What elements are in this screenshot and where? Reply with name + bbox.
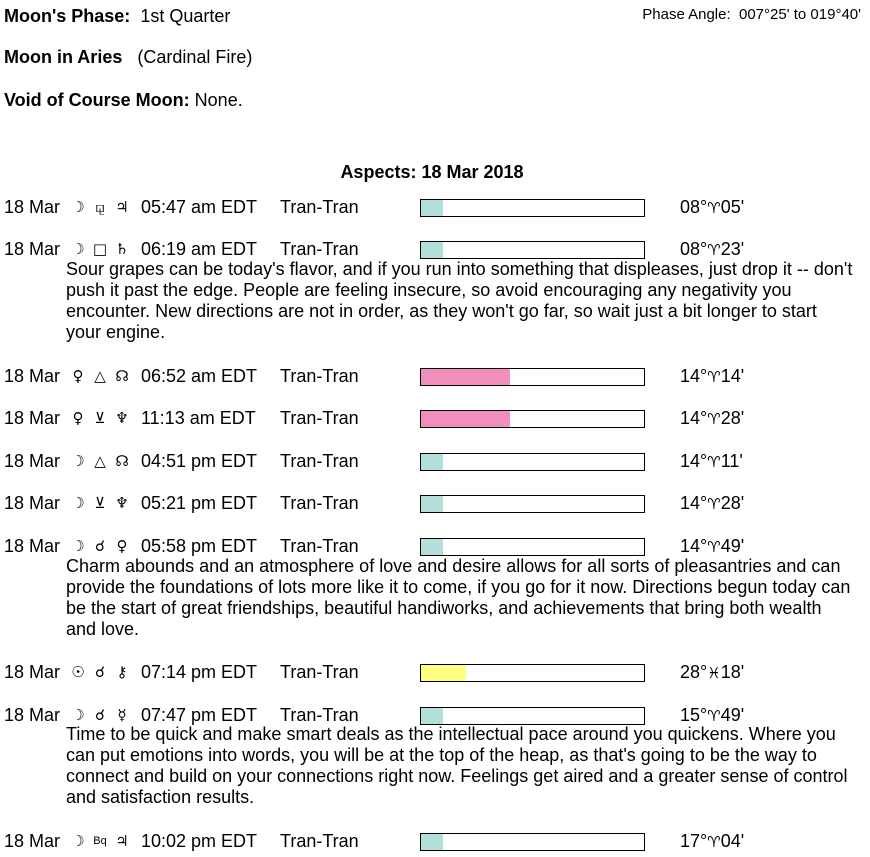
conjunction-icon: ☌	[94, 537, 106, 555]
strength-bar	[420, 495, 645, 513]
aspect-row	[0, 491, 870, 515]
moon-sign-element: (Cardinal Fire)	[137, 47, 253, 67]
aspect-row	[0, 364, 870, 388]
aspect-time: 07:14 pm EDT	[141, 662, 258, 682]
strength-bar-fill	[421, 665, 466, 681]
position-degree: 17°	[680, 831, 708, 851]
strength-bar	[420, 707, 645, 725]
strength-bar-fill	[421, 708, 443, 724]
void-of-course-label: Void of Course Moon:	[4, 90, 190, 110]
conjunction-icon: ☌	[94, 706, 106, 724]
aspect-date: 18 Mar	[4, 705, 61, 725]
moon-sign-line	[4, 47, 252, 68]
conjunction-icon: ☌	[94, 663, 106, 681]
strength-bar	[420, 241, 645, 259]
position-degree: 08°	[680, 239, 708, 259]
moon-sign-label: Moon in Aries	[4, 47, 123, 67]
position-degree: 28°	[680, 662, 708, 682]
position-degree: 14°	[680, 366, 708, 386]
aspect-description: Sour grapes can be today's flavor, and if you run into something that displeases, just drop it -- don't push it past the edge. People are feeling insecure, so avoid encouraging any negativity you encounter. New directions are not in order, as they won't go far, so wait just a bit longer to start your engine.	[66, 259, 853, 342]
aspect-position	[680, 491, 744, 516]
position-degree: 14°	[680, 451, 708, 471]
strength-bar	[420, 368, 645, 386]
venus-icon: ♀	[72, 409, 84, 427]
aspect-position	[680, 660, 744, 685]
aspect-date: 18 Mar	[4, 493, 61, 513]
zodiac-sign-icon: ♓	[707, 664, 721, 682]
strength-bar-fill	[421, 834, 443, 850]
zodiac-sign-icon: ♈	[707, 241, 721, 259]
strength-bar-fill	[421, 369, 510, 385]
venus-icon: ♀	[72, 367, 84, 385]
position-minute: 18'	[720, 662, 745, 682]
aspect-time: 11:13 am EDT	[141, 408, 256, 428]
semisextile-icon: ⊻	[94, 409, 106, 427]
position-degree: 14°	[680, 408, 708, 428]
position-minute: 28'	[720, 493, 745, 513]
aspect-row	[0, 406, 870, 430]
aspect-time: 05:58 pm EDT	[141, 536, 258, 556]
aspect-position	[680, 829, 744, 854]
trine-icon: △	[94, 367, 106, 385]
moon-phase-line	[4, 6, 230, 27]
strength-bar-fill	[421, 242, 443, 258]
strength-bar	[420, 453, 645, 471]
moon-icon: ☽	[71, 198, 85, 216]
trine-icon: △	[94, 452, 106, 470]
sesquiquadrate-icon: ⚼	[94, 198, 106, 216]
neptune-icon: ♆	[115, 494, 129, 512]
jupiter-icon: ♃	[115, 832, 129, 850]
semisextile-icon: ⊻	[94, 494, 106, 512]
north-node-icon: ☊	[115, 452, 129, 470]
aspect-type: Tran-Tran	[280, 536, 359, 556]
moon-icon: ☽	[71, 452, 85, 470]
aspect-type: Tran-Tran	[280, 197, 359, 217]
phase-angle-value: 007°25' to 019°40'	[739, 6, 861, 23]
saturn-icon: ♄	[115, 240, 129, 258]
aspect-type: Tran-Tran	[280, 831, 359, 851]
aspect-date: 18 Mar	[4, 366, 61, 386]
aspect-type: Tran-Tran	[280, 366, 359, 386]
chiron-icon: ⚷	[116, 663, 128, 681]
phase-angle	[642, 6, 861, 23]
aspect-time: 04:51 pm EDT	[141, 451, 258, 471]
strength-bar-fill	[421, 411, 510, 427]
moon-phase-label: Moon's Phase:	[4, 6, 131, 26]
aspect-row	[0, 534, 870, 558]
aspect-description: Charm abounds and an atmosphere of love and desire allows for all sorts of pleasantries and can provide the foundations of lots more like it to come, if you go for it now. Directions begun today can be the start of great friendships, beautiful handiworks, and achievements that bring both wealth and love.	[66, 556, 851, 639]
aspect-time: 05:21 pm EDT	[141, 493, 258, 513]
aspect-type: Tran-Tran	[280, 239, 359, 259]
zodiac-sign-icon: ♈	[707, 199, 721, 217]
moon-icon: ☽	[71, 240, 85, 258]
north-node-icon: ☊	[115, 367, 129, 385]
position-degree: 14°	[680, 536, 708, 556]
mercury-icon: ☿	[117, 706, 127, 724]
position-degree: 08°	[680, 197, 708, 217]
strength-bar-fill	[421, 496, 443, 512]
aspect-position	[680, 364, 744, 389]
aspect-date: 18 Mar	[4, 536, 61, 556]
void-of-course-line	[4, 90, 243, 111]
aspect-row	[0, 660, 870, 684]
aspect-type: Tran-Tran	[280, 705, 359, 725]
strength-bar	[420, 833, 645, 851]
aspect-row	[0, 195, 870, 219]
position-minute: 05'	[720, 197, 745, 217]
aspect-position	[680, 406, 744, 431]
position-degree: 15°	[680, 705, 708, 725]
aspect-date: 18 Mar	[4, 662, 61, 682]
aspect-date: 18 Mar	[4, 239, 61, 259]
moon-icon: ☽	[71, 537, 85, 555]
aspect-row	[0, 237, 870, 261]
aspect-row	[0, 829, 870, 853]
aspect-description: Time to be quick and make smart deals as the intellectual pace around you quickens. Where you can put emotions into words, you will be at the top of the heap, as that's going to be the way to connect and build on your connections right now. Feelings get aired and a greater sense of control and satisfaction results.	[66, 724, 848, 807]
position-minute: 04'	[720, 831, 745, 851]
aspect-position	[680, 449, 743, 474]
strength-bar	[420, 538, 645, 556]
strength-bar	[420, 199, 645, 217]
strength-bar-fill	[421, 454, 443, 470]
aspect-time: 05:47 am EDT	[141, 197, 258, 217]
strength-bar	[420, 410, 645, 428]
position-minute: 28'	[720, 408, 745, 428]
moon-phase-value: 1st Quarter	[140, 6, 231, 26]
strength-bar-fill	[421, 200, 443, 216]
position-minute: 23'	[720, 239, 745, 259]
aspect-time: 06:52 am EDT	[141, 366, 258, 386]
aspect-type: Tran-Tran	[280, 493, 359, 513]
square-icon: □	[92, 240, 108, 258]
moon-icon: ☽	[71, 832, 85, 850]
aspect-type: Tran-Tran	[280, 451, 359, 471]
zodiac-sign-icon: ♈	[707, 538, 721, 556]
zodiac-sign-icon: ♈	[707, 453, 721, 471]
position-minute: 49'	[720, 536, 745, 556]
aspect-date: 18 Mar	[4, 831, 61, 851]
position-minute: 14'	[720, 366, 745, 386]
void-of-course-value: None.	[194, 90, 243, 110]
aspect-type: Tran-Tran	[280, 662, 359, 682]
zodiac-sign-icon: ♈	[707, 707, 721, 725]
strength-bar-fill	[421, 539, 443, 555]
phase-angle-label: Phase Angle:	[642, 6, 731, 23]
zodiac-sign-icon: ♈	[707, 495, 721, 513]
position-degree: 14°	[680, 493, 708, 513]
zodiac-sign-icon: ♈	[707, 410, 721, 428]
jupiter-icon: ♃	[115, 198, 129, 216]
position-minute: 11'	[720, 451, 743, 471]
aspect-date: 18 Mar	[4, 197, 61, 217]
zodiac-sign-icon: ♈	[707, 833, 721, 851]
aspect-time: 07:47 pm EDT	[141, 705, 258, 725]
zodiac-sign-icon: ♈	[707, 368, 721, 386]
moon-icon: ☽	[71, 706, 85, 724]
aspect-time: 10:02 pm EDT	[141, 831, 258, 851]
biquintile-icon: Bq	[93, 835, 107, 847]
aspect-date: 18 Mar	[4, 408, 61, 428]
aspect-type: Tran-Tran	[280, 408, 359, 428]
aspect-row	[0, 449, 870, 473]
moon-icon: ☽	[71, 494, 85, 512]
neptune-icon: ♆	[115, 409, 129, 427]
aspects-title: Aspects: 18 Mar 2018	[340, 162, 524, 182]
aspect-position	[680, 195, 744, 220]
strength-bar	[420, 664, 645, 682]
aspect-time: 06:19 am EDT	[141, 239, 258, 259]
aspect-date: 18 Mar	[4, 451, 61, 471]
venus-icon: ♀	[116, 537, 128, 555]
sun-icon: ☉	[71, 663, 85, 681]
position-minute: 49'	[720, 705, 745, 725]
